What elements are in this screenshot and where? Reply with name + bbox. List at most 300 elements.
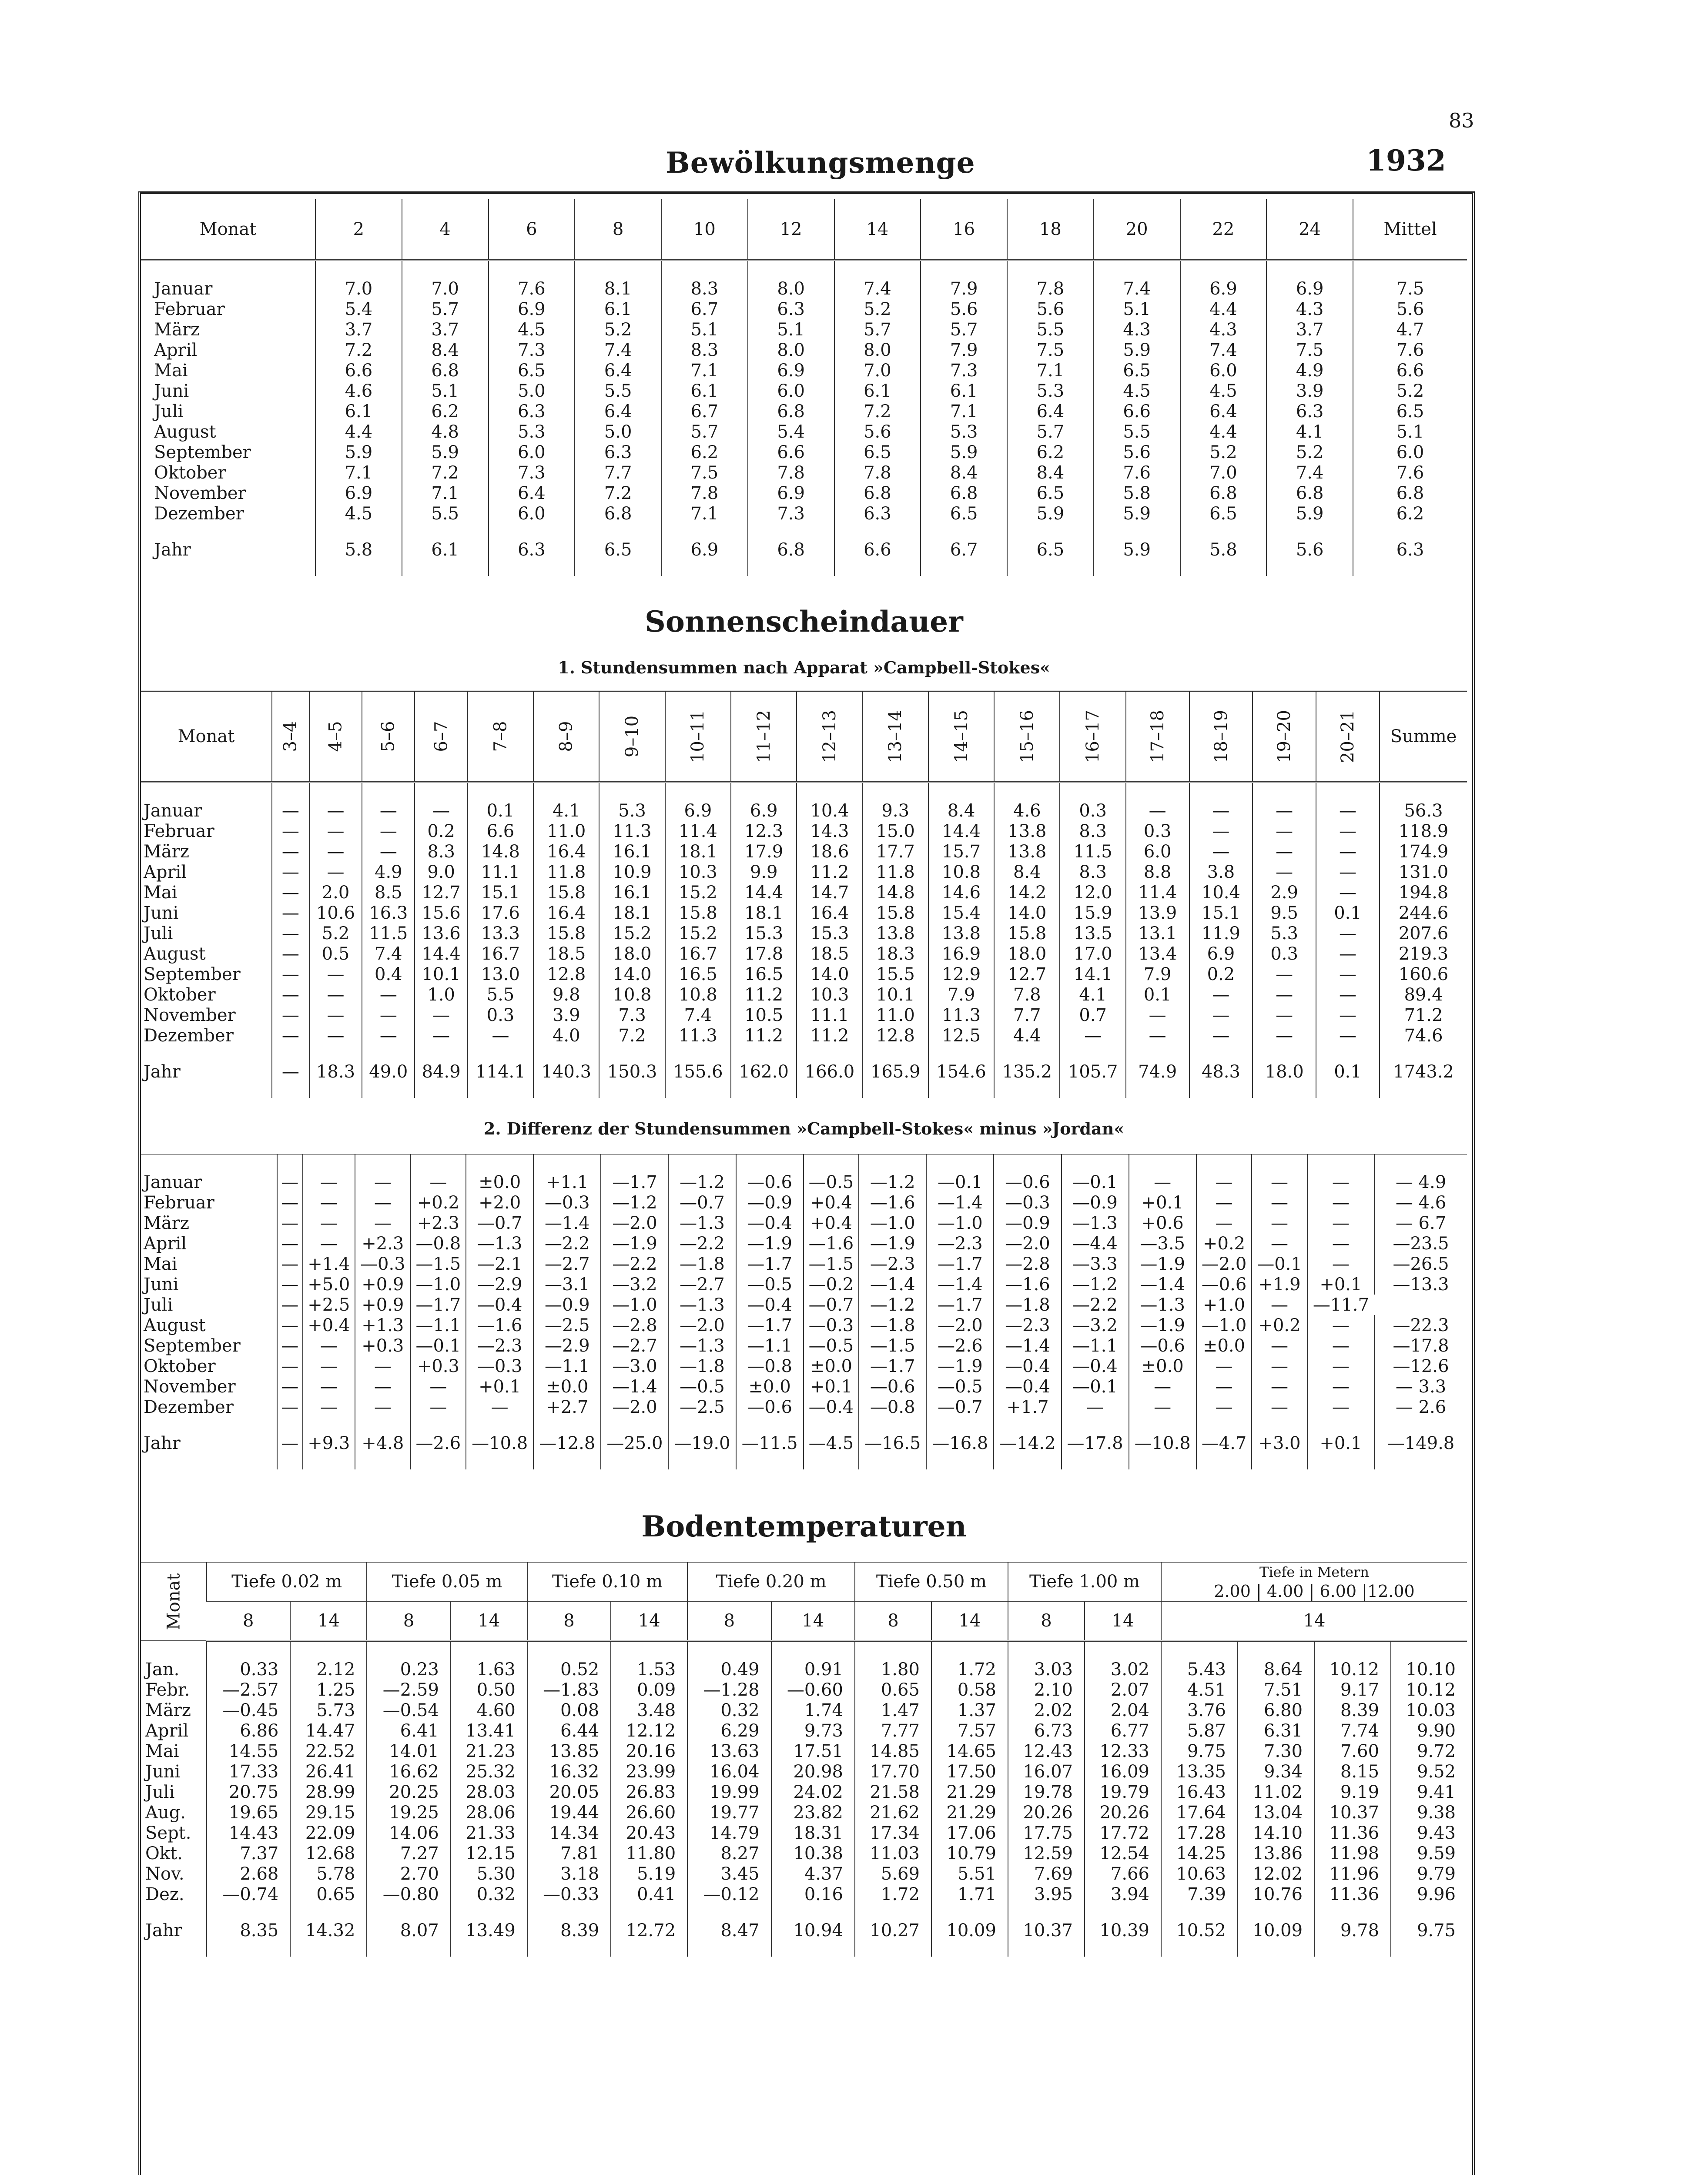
table-cell: 5.2	[1266, 442, 1353, 462]
table-cell: 5.7	[402, 299, 489, 319]
table-cell: 6.8	[748, 401, 834, 422]
table-cell: —	[1307, 1172, 1374, 1192]
column-header: 6	[489, 199, 575, 260]
table-cell: —	[1253, 1005, 1316, 1025]
table-cell: —	[362, 1005, 415, 1025]
table-cell: —	[1126, 1025, 1189, 1046]
table-cell: —	[415, 1025, 467, 1046]
table-cell: 28.03	[451, 1782, 527, 1802]
table-cell: 10.09	[1238, 1917, 1314, 1944]
column-header: 2	[315, 199, 402, 260]
table-cell: 14.10	[1238, 1823, 1314, 1843]
table-cell: 0.50	[451, 1680, 527, 1700]
table-cell: 1.71	[931, 1884, 1008, 1904]
spacer-row	[141, 1085, 1467, 1098]
table-cell: —13.3	[1374, 1274, 1467, 1295]
table-cell: ±0.0	[1129, 1356, 1196, 1376]
table-cell: 6.9	[489, 299, 575, 319]
table-cell: —	[1316, 841, 1380, 862]
table-cell: 6.8	[834, 483, 921, 503]
table-row	[141, 340, 1467, 360]
table-cell: 4.51	[1161, 1680, 1238, 1700]
column-header: 8–9	[533, 691, 599, 782]
table-cell: —	[1189, 800, 1253, 821]
table-cell: —0.8	[736, 1356, 804, 1376]
table-cell: 6.8	[1353, 483, 1467, 503]
table-cell: 5.2	[309, 923, 362, 944]
table-cell: 20.26	[1085, 1802, 1161, 1823]
table-cell: 5.6	[921, 299, 1007, 319]
table-cell: 7.4	[1094, 278, 1180, 299]
table-cell: 7.7	[994, 1005, 1060, 1025]
table-cell: —	[1307, 1376, 1374, 1397]
row-label: März	[144, 841, 189, 862]
table-cell: —	[272, 821, 309, 841]
table-cell: 10.3	[665, 862, 731, 882]
table-cell: 17.9	[731, 841, 797, 862]
table-cell: 7.51	[1238, 1680, 1314, 1700]
table-cell: 5.9	[1094, 340, 1180, 360]
table-cell: 9.34	[1238, 1761, 1314, 1782]
table-row	[141, 1376, 1467, 1397]
table-cell: 5.2	[1353, 381, 1467, 401]
table-cell: 13.9	[1126, 903, 1189, 923]
row-label: August	[154, 422, 216, 442]
table-cell: —	[1189, 841, 1253, 862]
table-cell: 13.49	[451, 1917, 527, 1944]
table-cell: —0.4	[994, 1356, 1061, 1376]
table-cell: +2.3	[411, 1213, 466, 1233]
table-cell: —	[1189, 821, 1253, 841]
table-cell: 26.41	[290, 1761, 367, 1782]
table-cell: 17.72	[1085, 1823, 1161, 1843]
table-cell: 12.68	[290, 1843, 367, 1864]
table-cell: —	[303, 1397, 355, 1417]
table-cell: 16.04	[687, 1761, 771, 1782]
table-cell: —1.3	[668, 1295, 736, 1315]
table-cell: 6.0	[489, 442, 575, 462]
table-cell: —2.7	[668, 1274, 736, 1295]
table-cell: —1.0	[601, 1295, 668, 1315]
table-cell: —	[309, 862, 362, 882]
table-cell: —0.3	[804, 1315, 859, 1335]
table-cell: 1.72	[931, 1659, 1008, 1680]
table-cell: —	[1316, 984, 1380, 1005]
table-cell: 6.9	[1180, 278, 1267, 299]
table-cell: —	[1129, 1172, 1196, 1192]
row-label: Nov.	[145, 1864, 184, 1884]
table-cell: 6.9	[315, 483, 402, 503]
hour-header: 14	[451, 1601, 527, 1641]
table-cell: —0.33	[527, 1884, 611, 1904]
hour-header: 14	[1085, 1601, 1161, 1641]
table-cell: 6.73	[1008, 1720, 1085, 1741]
table-cell: —	[309, 1025, 362, 1046]
table-cell: 160.6	[1380, 964, 1467, 984]
table-cell: 6.86	[207, 1720, 290, 1741]
table-cell: 4.3	[1094, 319, 1180, 340]
table-cell: 5.6	[834, 422, 921, 442]
table-cell: 3.7	[402, 319, 489, 340]
table-cell: —1.7	[736, 1254, 804, 1274]
table-cell: 13.41	[451, 1720, 527, 1741]
table-cell: 5.7	[834, 319, 921, 340]
row-label: Juni	[154, 381, 189, 401]
table-cell: —	[1316, 882, 1380, 903]
table-cell: 14.25	[1161, 1843, 1238, 1864]
table-cell: 4.6	[315, 381, 402, 401]
table-cell: 4.1	[1266, 422, 1353, 442]
table-cell: 18.0	[994, 944, 1060, 964]
table-cell: 56.3	[1380, 800, 1467, 821]
row-label: August	[144, 1315, 206, 1335]
table-cell: —	[355, 1356, 411, 1376]
row-label: Mai	[144, 1254, 177, 1274]
table-cell: —1.4	[1129, 1274, 1196, 1295]
table-cell: —1.7	[859, 1356, 926, 1376]
table-cell: 4.9	[362, 862, 415, 882]
table-cell: 7.27	[367, 1843, 450, 1864]
table-cell: 4.4	[1180, 299, 1267, 319]
table-cell: 14.0	[797, 964, 862, 984]
table-cell: 6.80	[1238, 1700, 1314, 1720]
column-header: 13–14	[863, 691, 928, 782]
table-cell: —	[277, 1315, 303, 1335]
table-cell: +1.1	[533, 1172, 601, 1192]
table-cell: 8.3	[415, 841, 467, 862]
table-cell: 7.9	[928, 984, 994, 1005]
table-cell: —	[303, 1172, 355, 1192]
clouds-title: Bewölkungsmenge	[666, 146, 975, 180]
spacer-row	[141, 524, 1467, 537]
table-cell: 9.73	[771, 1720, 855, 1741]
table-cell: 16.9	[928, 944, 994, 964]
table-cell: 162.0	[731, 1059, 797, 1085]
table-cell: 6.9	[665, 800, 731, 821]
table-cell: 5.9	[315, 442, 402, 462]
table-cell: 6.7	[661, 299, 748, 319]
table-cell: —1.2	[668, 1172, 736, 1192]
column-header: 14	[834, 199, 921, 260]
table-cell: —	[277, 1233, 303, 1254]
table-cell: 20.75	[207, 1782, 290, 1802]
table-cell: 6.4	[1007, 401, 1094, 422]
table-cell: —	[355, 1376, 411, 1397]
table-cell: —0.54	[367, 1700, 450, 1720]
table-cell: 5.7	[661, 422, 748, 442]
table-cell: 7.39	[1161, 1884, 1238, 1904]
table-cell: 48.3	[1189, 1059, 1253, 1085]
table-cell: 5.3	[489, 422, 575, 442]
table-cell: —	[355, 1172, 411, 1192]
table-cell: 18.3	[309, 1059, 362, 1085]
table-cell: —0.6	[859, 1376, 926, 1397]
table-cell: 5.3	[921, 422, 1007, 442]
table-cell: —0.6	[736, 1397, 804, 1417]
deep-depth-label: Tiefe in Metern	[1259, 1564, 1369, 1580]
table-cell: 5.19	[611, 1864, 687, 1884]
table-cell: 4.4	[994, 1025, 1060, 1046]
table-cell: —	[277, 1213, 303, 1233]
table-cell: —	[1196, 1172, 1252, 1192]
deep-depth-header	[1161, 1562, 1467, 1601]
table-cell: 8.3	[661, 278, 748, 299]
table-cell: 5.8	[1180, 537, 1267, 563]
table-cell: —0.9	[533, 1295, 601, 1315]
table-cell: —1.4	[533, 1213, 601, 1233]
table-cell: —	[1316, 862, 1380, 882]
table-cell: 10.9	[599, 862, 665, 882]
table-cell: —	[1196, 1397, 1252, 1417]
table-cell: 8.4	[994, 862, 1060, 882]
table-cell: 5.51	[931, 1864, 1008, 1884]
table-cell: 7.1	[1007, 360, 1094, 381]
table-cell: 3.7	[1266, 319, 1353, 340]
table-cell: —	[272, 984, 309, 1005]
table-cell: 0.1	[468, 800, 533, 821]
table-cell: —1.6	[994, 1274, 1061, 1295]
table-cell: 19.78	[1008, 1782, 1085, 1802]
table-cell: —	[272, 1025, 309, 1046]
table-cell: 5.2	[575, 319, 661, 340]
table-cell: 6.4	[575, 401, 661, 422]
table-cell: —	[272, 903, 309, 923]
table-cell: 0.32	[451, 1884, 527, 1904]
table-cell: 0.1	[1316, 1059, 1380, 1085]
table-cell: —26.5	[1374, 1254, 1467, 1274]
table-cell: 10.52	[1161, 1917, 1238, 1944]
table-cell: 154.6	[928, 1059, 994, 1085]
table-cell: 15.2	[599, 923, 665, 944]
table-cell: —2.0	[994, 1233, 1061, 1254]
table-cell: —0.1	[1252, 1254, 1307, 1274]
table-cell: —	[1307, 1315, 1374, 1335]
table-cell: —	[272, 882, 309, 903]
table-cell: 12.43	[1008, 1741, 1085, 1761]
table-cell: +0.1	[1307, 1430, 1374, 1456]
table-cell: 10.79	[931, 1843, 1008, 1864]
table-cell: +0.2	[411, 1192, 466, 1213]
table-cell: —12.6	[1374, 1356, 1467, 1376]
table-cell: 10.4	[797, 800, 862, 821]
table-cell: 5.1	[661, 319, 748, 340]
table-cell: 10.76	[1238, 1884, 1314, 1904]
column-header: Summe	[1380, 691, 1467, 782]
table-cell: 5.4	[315, 299, 402, 319]
table-cell: +3.0	[1252, 1430, 1307, 1456]
table-cell: —	[411, 1376, 466, 1397]
hour-header: 14	[290, 1601, 367, 1641]
table-cell: 10.03	[1391, 1700, 1467, 1720]
table-cell: 13.35	[1161, 1761, 1238, 1782]
table-cell: 5.0	[575, 422, 661, 442]
spacer-row	[141, 782, 1467, 800]
table-cell: 22.09	[290, 1823, 367, 1843]
column-header: 19–20	[1253, 691, 1316, 782]
table-cell: 6.0	[1353, 442, 1467, 462]
table-cell: —1.0	[1196, 1315, 1252, 1335]
table-cell: —	[303, 1233, 355, 1254]
table-cell: —1.3	[1129, 1295, 1196, 1315]
row-label: Oktober	[154, 462, 226, 483]
table-cell: 14.8	[468, 841, 533, 862]
column-header: Mittel	[1353, 199, 1467, 260]
table-cell: —11.7	[1307, 1295, 1374, 1315]
row-label: April	[144, 1233, 187, 1254]
table-cell: —	[355, 1192, 411, 1213]
table-cell: 12.3	[731, 821, 797, 841]
table-cell: —0.9	[736, 1192, 804, 1213]
table-cell: —1.2	[859, 1295, 926, 1315]
table-cell: 0.49	[687, 1659, 771, 1680]
table-cell: 140.3	[533, 1059, 599, 1085]
table-row	[141, 360, 1467, 381]
table-cell: 4.60	[451, 1700, 527, 1720]
table-cell: +0.4	[804, 1213, 859, 1233]
table-row	[141, 442, 1467, 462]
table-row	[141, 319, 1467, 340]
table-cell: 6.6	[468, 821, 533, 841]
table-cell: 6.5	[921, 503, 1007, 524]
table-cell: 8.4	[921, 462, 1007, 483]
table-cell: +5.0	[303, 1274, 355, 1295]
table-cell: 29.15	[290, 1802, 367, 1823]
table-cell: —1.0	[411, 1274, 466, 1295]
table-cell: +0.2	[1252, 1315, 1307, 1335]
table-cell: 12.5	[928, 1025, 994, 1046]
table-cell: —1.9	[1129, 1254, 1196, 1274]
table-cell: 7.8	[994, 984, 1060, 1005]
table-cell: 21.29	[931, 1782, 1008, 1802]
table-cell: 11.02	[1238, 1782, 1314, 1802]
table-cell: —	[1252, 1213, 1307, 1233]
table-cell: —0.9	[994, 1213, 1061, 1233]
table-cell: —	[277, 1172, 303, 1192]
table-cell: 5.5	[1094, 422, 1180, 442]
table-cell: 0.3	[1253, 944, 1316, 964]
table-cell: 1.0	[415, 984, 467, 1005]
table-cell: —	[1253, 821, 1316, 841]
table-cell: —1.2	[1062, 1274, 1129, 1295]
table-cell: 4.5	[315, 503, 402, 524]
table-cell: 0.2	[1189, 964, 1253, 984]
table-cell: 8.3	[1060, 821, 1125, 841]
table-cell: —2.8	[601, 1315, 668, 1335]
table-cell: 16.5	[665, 964, 731, 984]
table-cell: 22.52	[290, 1741, 367, 1761]
column-header: 10–11	[665, 691, 731, 782]
row-label: Mai	[144, 882, 177, 903]
table-cell: 21.58	[855, 1782, 931, 1802]
row-label: März	[145, 1700, 191, 1720]
table-cell: ±0.0	[736, 1376, 804, 1397]
table-cell: 16.4	[797, 903, 862, 923]
table-cell: 14.55	[207, 1741, 290, 1761]
table-cell: —2.0	[926, 1315, 994, 1335]
table-cell: 7.9	[921, 340, 1007, 360]
table-cell: 17.0	[1060, 944, 1125, 964]
table-cell: —	[1307, 1335, 1374, 1356]
table-cell: 16.1	[599, 882, 665, 903]
table-cell: 13.6	[415, 923, 467, 944]
table-cell: 4.8	[402, 422, 489, 442]
table-cell: 5.4	[748, 422, 834, 442]
table-cell: —1.3	[1062, 1213, 1129, 1233]
table-cell: 0.5	[309, 944, 362, 964]
table-cell: 1.53	[611, 1659, 687, 1680]
table-cell: —10.8	[1129, 1430, 1196, 1456]
table-cell: —	[1252, 1335, 1307, 1356]
table-cell: 7.7	[575, 462, 661, 483]
table-cell: 194.8	[1380, 882, 1467, 903]
table-cell: 3.76	[1161, 1700, 1238, 1720]
table-cell: 16.09	[1085, 1761, 1161, 1782]
table-cell: —0.7	[804, 1295, 859, 1315]
table-cell: +2.7	[533, 1397, 601, 1417]
sunshine-table	[141, 690, 1467, 1098]
table-cell: 7.2	[575, 483, 661, 503]
table-cell: 9.75	[1391, 1917, 1467, 1944]
table-cell: —1.1	[411, 1315, 466, 1335]
table-cell: 6.3	[1353, 537, 1467, 563]
table-cell: 135.2	[994, 1059, 1060, 1085]
table-cell: 2.02	[1008, 1700, 1085, 1720]
column-header: 12	[748, 199, 834, 260]
table-cell: —1.7	[601, 1172, 668, 1192]
spacer-row	[141, 1417, 1467, 1430]
table-cell: 6.6	[1353, 360, 1467, 381]
table-cell: 18.31	[771, 1823, 855, 1843]
table-cell: 11.2	[797, 1025, 862, 1046]
table-cell: —1.9	[601, 1233, 668, 1254]
table-cell: 9.3	[863, 800, 928, 821]
table-cell: 7.1	[661, 360, 748, 381]
table-cell: —0.4	[466, 1295, 533, 1315]
table-cell: 3.8	[1189, 862, 1253, 882]
table-cell: —2.57	[207, 1680, 290, 1700]
table-cell: 6.5	[1007, 483, 1094, 503]
table-cell: 7.3	[921, 360, 1007, 381]
table-cell: —2.0	[668, 1315, 736, 1335]
table-cell: 7.4	[575, 340, 661, 360]
table-cell: 6.5	[1007, 537, 1094, 563]
table-cell: —1.1	[533, 1356, 601, 1376]
table-cell: 17.28	[1161, 1823, 1238, 1843]
table-cell: —	[1189, 1025, 1253, 1046]
table-cell: —2.59	[367, 1680, 450, 1700]
table-cell: 5.6	[1353, 299, 1467, 319]
table-cell: 0.08	[527, 1700, 611, 1720]
table-cell: 12.02	[1238, 1864, 1314, 1884]
table-cell: 7.0	[402, 278, 489, 299]
table-cell: —	[1252, 1356, 1307, 1376]
table-cell: 7.9	[921, 278, 1007, 299]
column-header: 9–10	[599, 691, 665, 782]
table-cell: 2.9	[1253, 882, 1316, 903]
table-cell: ±0.0	[804, 1356, 859, 1376]
table-cell: 18.5	[797, 944, 862, 964]
soil-depth-header: Tiefe 0.20 m	[687, 1562, 855, 1601]
table-cell: 17.8	[731, 944, 797, 964]
row-label: Oktober	[144, 984, 216, 1005]
table-cell: —	[1253, 800, 1316, 821]
table-cell: 11.5	[1060, 841, 1125, 862]
table-cell: 7.1	[402, 483, 489, 503]
table-cell: 7.77	[855, 1720, 931, 1741]
table-cell: 8.3	[1060, 862, 1125, 882]
table-cell: 2.12	[290, 1659, 367, 1680]
table-cell: 244.6	[1380, 903, 1467, 923]
